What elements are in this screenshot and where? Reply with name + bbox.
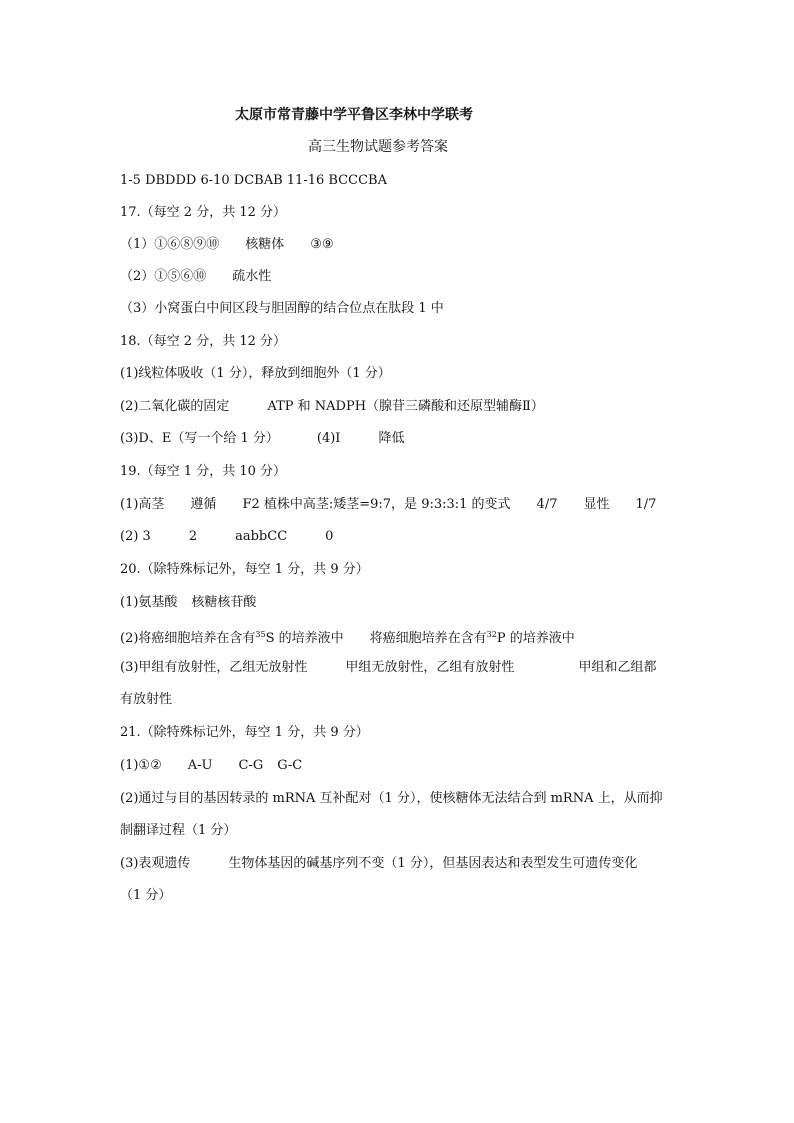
q21-a1d: G-C	[277, 758, 303, 773]
mc-answers: 1-5 DBDDD 6-10 DCBAB 11-16 BCCCBA	[120, 173, 387, 188]
q19-a2d: 0	[325, 529, 334, 544]
q18-answer-1: (1)线粒体吸收（1 分），释放到细胞外（1 分）	[120, 366, 391, 381]
q21-answer-3	[120, 855, 637, 873]
page-subtitle: 高三生物试题参考答案	[308, 139, 448, 155]
isotope-35-sup: 35	[255, 630, 266, 639]
q20-a1b: 核糖核苷酸	[191, 595, 257, 610]
q19-a2b: 2	[188, 529, 198, 544]
q19-a1c: F2 植株中高茎:矮茎=9:7，是 9:3:3:1 的变式	[242, 497, 511, 512]
q18-a3: (3)D、E（写一个给 1 分）	[120, 431, 279, 446]
q20-answer-2	[120, 626, 575, 648]
q21-answer-3-cont: （1 分）	[120, 888, 172, 903]
q19-heading: 19.（每空 1 分，共 10 分）	[120, 464, 287, 479]
q19-a2c: aabbCC	[235, 529, 288, 544]
q21-a1b: A-U	[187, 758, 213, 773]
q18-a4b: 降低	[378, 431, 405, 446]
q20-a2-tail: S 的培养液中	[265, 631, 344, 646]
q18-a4: (4)Ⅰ	[316, 431, 341, 446]
q17-a2b: 疏水性	[232, 269, 272, 284]
q21-a1c: C-G	[238, 758, 264, 773]
q20-a1: (1)氨基酸	[120, 595, 178, 610]
q19-a1: (1)高茎	[120, 497, 165, 512]
q19-a1f: 1/7	[635, 497, 657, 512]
q17-answer-2	[120, 268, 271, 286]
q17-answer-3: （3）小窝蛋白中间区段与胆固醇的结合位点在肽段 1 中	[120, 301, 444, 316]
q18-answer-2	[120, 398, 544, 416]
q20-a2: (2)将癌细胞培养在含有	[120, 631, 256, 646]
q18-answer-3-4	[120, 430, 404, 448]
q17-a1: （1）①⑥⑧⑨⑩	[120, 237, 220, 252]
q18-a2: (2)二氧化碳的固定	[120, 399, 230, 414]
q20-answer-3	[120, 659, 656, 677]
q17-a1b: 核糖体	[245, 237, 285, 252]
q19-answer-2	[120, 528, 333, 546]
q20-answer-1	[120, 594, 256, 612]
q19-a2: (2) 3	[120, 529, 151, 544]
q17-heading: 17.（每空 2 分，共 12 分）	[120, 205, 287, 220]
q20-heading: 20.（除特殊标记外，每空 1 分，共 9 分）	[120, 562, 369, 577]
q18-a2b: ATP 和 NADPH（腺苷三磷酸和还原型辅酶Ⅱ）	[267, 399, 544, 414]
page-title: 太原市常青藤中学平鲁区李林中学联考	[235, 107, 473, 123]
q17-a1c: ③⑨	[310, 237, 334, 252]
q19-a1e: 显性	[583, 497, 610, 512]
q19-answer-1	[120, 496, 656, 514]
isotope-32-sup: 32	[486, 630, 497, 639]
q19-a1d: 4/7	[536, 497, 558, 512]
q20-a3: (3)甲组有放射性，乙组无放射性	[120, 660, 308, 675]
q20-answer-3-cont: 有放射性	[120, 692, 173, 707]
q17-a2: （2）①⑤⑥⑩	[120, 269, 207, 284]
q21-heading: 21.（除特殊标记外，每空 1 分，共 9 分）	[120, 725, 369, 740]
q21-a3: (3)表观遗传	[120, 856, 191, 871]
q17-answer-1	[120, 236, 334, 254]
q20-a2b-tail: P 的培养液中	[496, 631, 575, 646]
q21-answer-2: (2)通过与目的基因转录的 mRNA 互补配对（1 分），使核糖体无法结合到 mRNA 上，从而抑	[120, 791, 663, 806]
q19-a1b: 遵循	[190, 497, 217, 512]
q21-a3b: 生物体基因的碱基序列不变（1 分），但基因表达和表型发生可遗传变化	[228, 856, 638, 871]
q18-heading: 18.（每空 2 分，共 12 分）	[120, 334, 287, 349]
q20-a3c: 甲组和乙组都	[578, 660, 657, 675]
q21-answer-1	[120, 757, 302, 775]
q21-a1: (1)①②	[120, 758, 162, 773]
q20-a2b: 将癌细胞培养在含有	[369, 631, 487, 646]
q21-answer-2-cont: 制翻译过程（1 分）	[120, 823, 237, 838]
q20-a3b: 甲组无放射性，乙组有放射性	[345, 660, 515, 675]
